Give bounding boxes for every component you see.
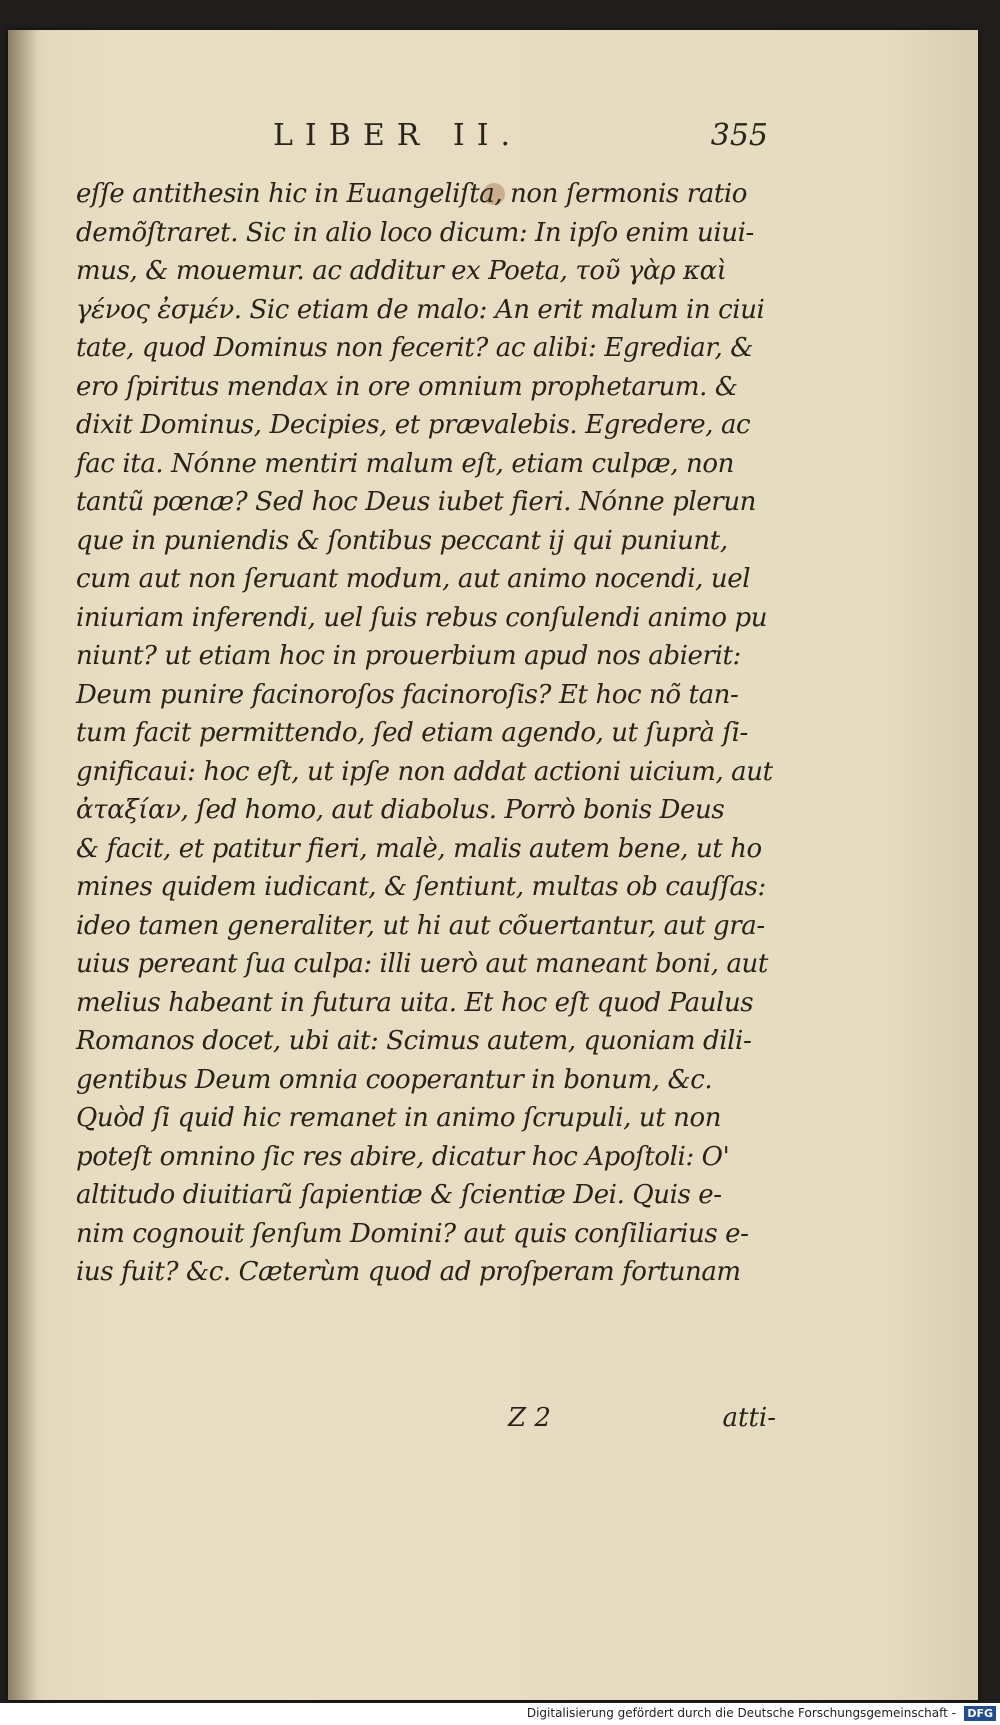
- credit-bar: [0, 1703, 1000, 1725]
- catchword: atti-: [722, 1403, 776, 1433]
- text-line: ius fuit? &c. Cæterùm quod ad proſperam fortunam: [76, 1257, 741, 1287]
- text-block: [76, 175, 776, 1292]
- text-line: demõſtraret. Sic in alio loco dicum: In ipſo enim uiui-: [76, 217, 754, 248]
- text-line: fac ita. Nónne mentiri malum eſt, etiam culpæ, non: [76, 448, 734, 479]
- text-line: tantũ pœnæ? Sed hoc Deus iubet fieri. Nónne plerun: [76, 487, 757, 517]
- text-line: niunt? ut etiam hoc in prouerbium apud nos abierit:: [76, 641, 741, 671]
- text-line: γένος ἐσμέν. Sic etiam de malo: An erit malum in ciui: [76, 294, 765, 325]
- text-line: altitudo diuitiarũ ſapientiæ & ſcientiæ Dei. Quis e-: [76, 1180, 722, 1210]
- text-line: Deum punire facinoroſos facinoroſis? Et hoc nõ tan-: [76, 679, 739, 710]
- text-line: ideo tamen generaliter, ut hi aut cõuertantur, aut gra-: [76, 910, 765, 941]
- text-line: mus, & mouemur. ac additur ex Poeta, τοῦ γὰρ καὶ: [76, 256, 727, 286]
- text-line: mines quidem iudicant, & ſentiunt, multas ob cauſſas:: [76, 872, 766, 902]
- page-number: 355: [710, 118, 768, 153]
- signature-mark: Z 2: [508, 1403, 551, 1433]
- text-line: & facit, et patitur fieri, malè, malis autem bene, ut ho: [76, 833, 762, 864]
- text-line: nim cognouit ſenſum Domini? aut quis conſiliarius e-: [76, 1218, 749, 1249]
- text-line: ἀταξίαν, ſed homo, aut diabolus. Porrò bonis Deus: [76, 795, 725, 825]
- running-head: [78, 118, 768, 158]
- running-title: LIBER II.: [273, 118, 523, 153]
- text-line: que in puniendis & ſontibus peccant ij qui puniunt,: [76, 525, 728, 556]
- text-line: gnificaui: hoc eſt, ut ipſe non addat actioni uicium, aut: [76, 756, 773, 787]
- funding-credit: Digitalisierung gefördert durch die Deutsche Forschungsgemeinschaft -: [526, 1706, 956, 1720]
- text-line: melius habeant in futura uita. Et hoc eſt quod Paulus: [76, 987, 754, 1018]
- text-line: eſſe antithesin hic in Euangeliſta, non ſermonis ratio: [76, 179, 748, 209]
- text-line: cum aut non ſeruant modum, aut animo nocendi, uel: [76, 564, 751, 594]
- signature-line: [76, 1403, 776, 1443]
- text-line: Romanos docet, ubi ait: Scimus autem, quoniam dili-: [76, 1026, 752, 1056]
- text-line: tate, quod Dominus non fecerit? ac alibi: Egrediar, &: [76, 333, 753, 363]
- text-line: ero ſpiritus mendax in ore omnium prophetarum. &: [76, 371, 738, 402]
- text-line: uius pereant ſua culpa: illi uerò aut maneant boni, aut: [76, 949, 768, 979]
- text-line: Quòd ſi quid hic remanet in animo ſcrupuli, ut non: [76, 1103, 722, 1133]
- dfg-logo: DFG: [964, 1706, 996, 1721]
- text-line: poteſt omnino ſic res abire, dicatur hoc Apoſtoli: O': [76, 1141, 730, 1172]
- text-line: dixit Dominus, Decipies, et prævalebis. Egredere, ac: [76, 410, 751, 440]
- text-line: gentibus Deum omnia cooperantur in bonum, &c.: [76, 1064, 713, 1095]
- text-line: tum facit permittendo, ſed etiam agendo, ut ſuprà ſi-: [76, 718, 748, 748]
- text-line: iniuriam inferendi, uel ſuis rebus conſulendi animo pu: [76, 602, 768, 633]
- gutter-shadow: [8, 30, 38, 1700]
- book-page: [8, 30, 978, 1700]
